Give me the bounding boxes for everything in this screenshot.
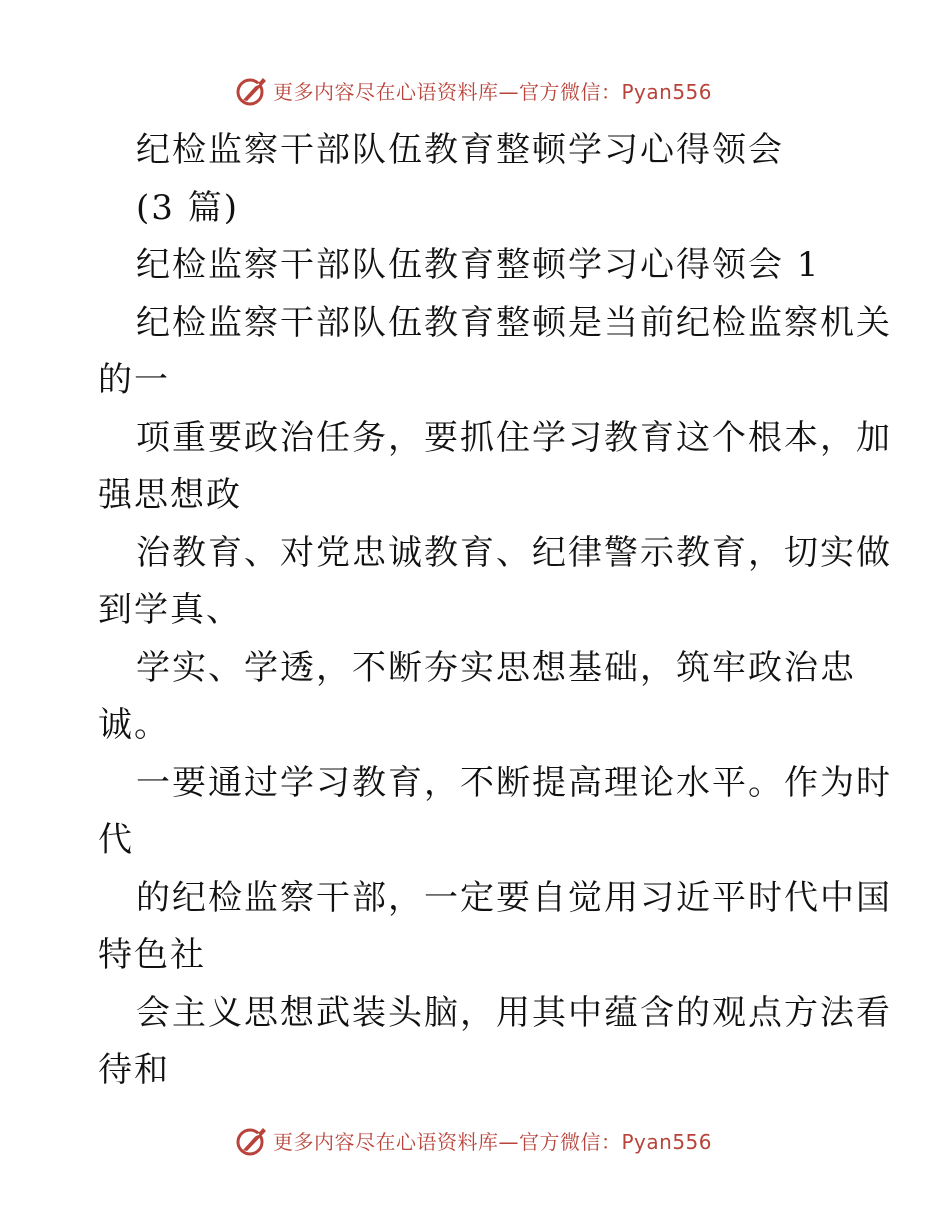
watermark-text: 更多内容尽在心语资料库—官方微信：Pyan556 <box>273 1129 713 1154</box>
text-line: 代 <box>98 820 134 860</box>
document-body <box>98 122 892 1100</box>
text-line: 诚。 <box>98 705 170 745</box>
text-line: 项重要政治任务，要抓住学习教育这个根本，加 <box>136 417 892 458</box>
text-line: 学实、学透，不断夯实思想基础，筑牢政治忠 <box>136 647 856 688</box>
body-text <box>98 237 892 1100</box>
text-line: 纪检监察干部队伍教育整顿学习心得领会 1 <box>136 245 821 285</box>
text-line: 特色社 <box>98 935 206 975</box>
quill-logo-icon <box>235 73 269 107</box>
text-line: 会主义思想武装头脑，用其中蕴含的观点方法看 <box>136 992 892 1033</box>
footer-watermark <box>235 1122 712 1158</box>
text-line: 到学真、 <box>98 590 242 630</box>
header-watermark <box>235 72 712 108</box>
watermark-text: 更多内容尽在心语资料库—官方微信：Pyan556 <box>273 79 713 104</box>
document-title-count: (3 篇) <box>136 187 239 228</box>
text-line: 待和 <box>98 1050 170 1090</box>
text-line: 治教育、对党忠诚教育、纪律警示教育，切实做 <box>136 532 892 573</box>
text-line: 一要通过学习教育，不断提高理论水平。作为时 <box>136 762 892 803</box>
text-line: 强思想政 <box>98 475 242 515</box>
quill-logo-icon <box>235 1123 269 1157</box>
text-line: 的纪检监察干部，一定要自觉用习近平时代中国 <box>136 877 892 918</box>
text-line: 的一 <box>98 360 170 400</box>
text-line: 纪检监察干部队伍教育整顿是当前纪检监察机关 <box>136 302 892 343</box>
document-title: 纪检监察干部队伍教育整顿学习心得领会 <box>136 130 784 170</box>
